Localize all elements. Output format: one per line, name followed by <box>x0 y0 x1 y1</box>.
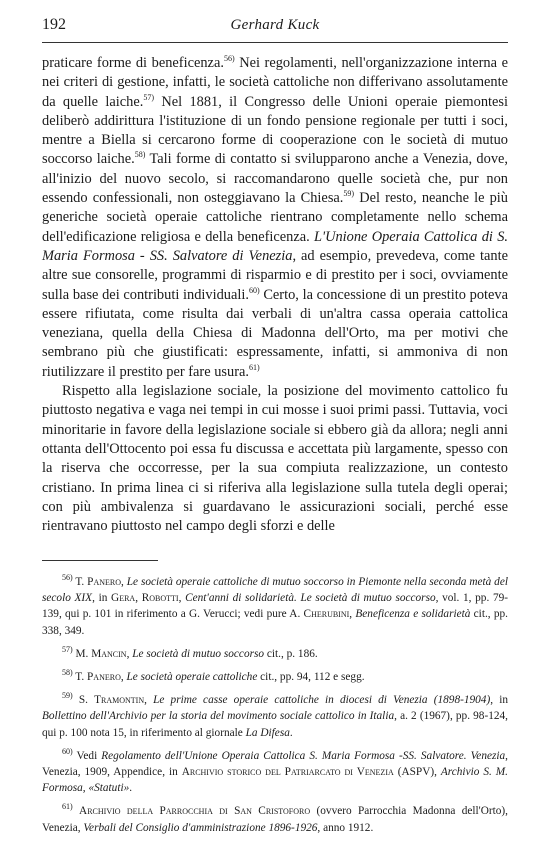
text-run: , <box>121 576 127 588</box>
author-name: Archivio storico del Patriarcato di Venezia <box>181 766 394 779</box>
text-run: vol. 1, pp. 79-139, qui p. 101 in riferimento a G. Verucci; vedi pure A. <box>42 592 509 621</box>
italic-title: Verbali del Consiglio d'amministrazione 1896-1926 <box>83 821 318 834</box>
author-name: Gera <box>111 592 136 605</box>
note-reference: 56) <box>223 54 235 64</box>
footnote <box>42 669 508 685</box>
text-run: . <box>289 726 293 739</box>
text-run: cit., pp. 94, 112 e segg. <box>257 671 365 684</box>
italic-title: Beneficenza e solidarietà <box>355 608 471 621</box>
running-head-author: Gerhard Kuck <box>230 17 320 33</box>
text-run: (ovvero Parrocchia Madonna dell'Orto), Venezia, <box>42 805 508 834</box>
text-run: S. <box>72 694 95 707</box>
footnote <box>42 692 508 741</box>
italic-title: Bollettino dell'Archivio per la storia del movimento sociale cattolico in Italia <box>42 710 395 723</box>
note-reference: 59) <box>343 189 355 199</box>
italic-title: Archivio S. M. Formosa, «Statuti» <box>42 766 508 795</box>
italic-title: Le società operaie cattoliche di mutuo soccorso in Piemonte nella seconda metà del secolo XIX <box>42 576 508 605</box>
footnote <box>42 803 508 835</box>
italic-title: L'Unione Operaia Cattolica di S. Maria Formosa - SS. Salvatore di Venezia <box>42 228 508 264</box>
text-run: Certo, la concessione di un prestito poteva essere rifiutata, come risulta dai verbali di un'altra cassa operaia cattolica veneziana, quella della Chiesa di Madonna dell'Orto, ma per motivi che sembrano più che giustificati: espressamente, infatti, si ammoniva di non riutilizzare il prestito per fare usura. <box>42 286 508 380</box>
italic-title: Le società di mutuo soccorso <box>132 647 265 660</box>
author-name: Cherubini <box>303 608 350 621</box>
author-name: Robotti <box>141 592 179 605</box>
text-run: Vedi <box>72 749 102 762</box>
main-text <box>42 54 508 536</box>
note-reference: 60) <box>62 747 73 757</box>
text-run: , <box>349 608 356 621</box>
text-run: T. <box>72 576 88 588</box>
text-run: , ad esempio, prevedeva, come tante altre sue consorelle, programmi di risparmio e di prestito per i soci, ovviamente sulla base dei contributi individuali. <box>42 247 508 303</box>
text-run: Tali forme di contatto si svilupparono anche a Venezia, dove, all'inizio del nuovo secolo, si raccomandarono quelle società che, pur non essendo confessionali, non osteggiavano la Chiesa. <box>42 151 508 207</box>
italic-title: Cent'anni di solidarietà. Le società di mutuo soccorso, <box>185 592 439 605</box>
text-run: Nel 1881, il Congresso delle Unioni operaie piemontesi deliberò addirittura l'istituzione di un fondo pensione regionale per tutti i soci, mentre a Biella si cercarono forme di cooperazione con le società di mutuo soccorso laiche. <box>42 93 508 168</box>
italic-title: Le società operaie cattoliche <box>126 671 258 684</box>
text-run: Nei regolamenti, nell'organizzazione interna e nei criteri di gestione, infatti, le società cattoliche non differivano assolutamente da quelle laiche. <box>42 55 508 110</box>
note-reference: 58) <box>62 668 73 678</box>
author-name: Tramontin <box>94 694 145 707</box>
text-run: (ASPV), <box>393 766 441 779</box>
text-run: , in <box>490 694 508 707</box>
author-name: Panero <box>87 671 121 684</box>
italic-title: La Difesa <box>245 726 290 739</box>
author-name: Mancin <box>91 647 127 660</box>
page-number: 192 <box>42 16 66 33</box>
text-run: , a. 2 (1967), pp. 98-124, qui p. 100 nota 15, in riferimento al giornale <box>42 710 508 739</box>
text-run: . <box>129 782 133 795</box>
footnotes <box>42 574 508 843</box>
text-run: T. <box>72 671 88 684</box>
author-name: Archivio della Parrocchia di San Cristoforo <box>79 805 311 818</box>
note-reference: 56) <box>62 573 73 583</box>
note-reference: 57) <box>143 92 155 102</box>
body-paragraph <box>42 382 508 536</box>
footnote <box>42 748 508 797</box>
note-reference: 60) <box>248 285 260 295</box>
text-run: , anno 1912. <box>317 821 374 834</box>
running-header <box>42 16 508 38</box>
text-run: , Venezia, 1909, Appendice, in <box>42 749 508 779</box>
text-run: praticare forme di beneficenza. <box>42 55 224 71</box>
note-reference: 58) <box>134 150 146 160</box>
text-run: cit., pp. 338, 349. <box>42 608 508 637</box>
text-run: cit., p. 186. <box>264 647 318 660</box>
text-run: M. <box>72 647 92 660</box>
note-reference: 61) <box>248 362 260 372</box>
text-run: Del resto, neanche le più generiche società operaie cattoliche rientrano completamente nello schema dell'edificazione religiosa e della beneficenza. <box>42 190 509 245</box>
text-run: Rispetto alla legislazione sociale, la posizione del movimento cattolico fu piuttosto negativa e vaga nei tempi in cui mosse i suoi primi passi. Tuttavia, voci minoritarie in favore della legislazione sociale si ebbero già da allora; negli anni ottanta dell'Ottocento poi essa fu discussa e accettata più largamente, spesso con la riserva che occorresse, per la sua compiuta realizzazione, un contesto cristiano. In prima linea ci si riferiva alla legislazione sulla tutela degli operai; con più ambivalenza si guardavano le assicurazioni sociali, perché esse rientravano piuttosto nel campo degli sforzi e delle <box>42 383 508 535</box>
text-run: , <box>135 592 142 605</box>
footnote-separator <box>42 560 158 561</box>
note-reference: 57) <box>62 645 73 655</box>
italic-title: Regolamento dell'Unione Operaia Cattolica S. Maria Formosa -SS. Salvatore. Venezia <box>101 749 506 762</box>
body-paragraph <box>42 54 508 382</box>
footnote <box>42 646 508 662</box>
header-rule <box>42 42 508 43</box>
note-reference: 61) <box>62 802 73 812</box>
text-run: , <box>120 671 127 684</box>
text-run: , <box>126 647 133 660</box>
text-run: , in <box>92 592 112 605</box>
italic-title: Le prime casse operaie cattoliche in diocesi di Venezia (1898-1904) <box>153 694 491 707</box>
footnote <box>42 574 508 639</box>
note-reference: 59) <box>62 691 73 701</box>
author-name: Panero <box>87 576 122 588</box>
text-run: , <box>144 694 154 707</box>
text-run: , <box>178 592 186 605</box>
